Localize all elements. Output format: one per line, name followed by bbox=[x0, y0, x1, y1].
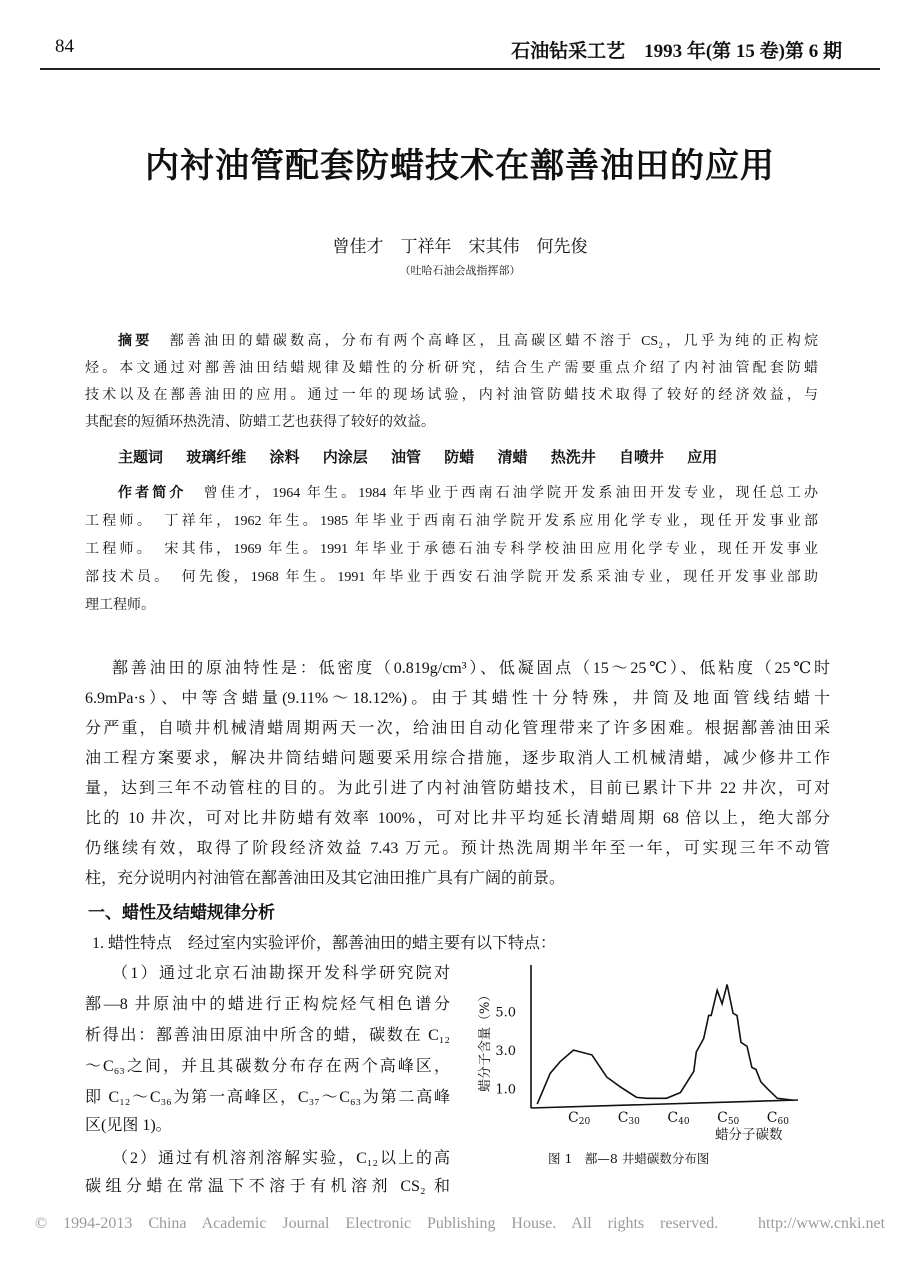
keyword: 油管 bbox=[391, 448, 422, 466]
keyword: 玻璃纤维 bbox=[186, 448, 247, 466]
abstract-line: 技术以及在鄯善油田的应用。通过一年的现场试验，内衬油管防蜡技术取得了较好的经济效益，与 bbox=[85, 388, 818, 403]
keyword: 自喷井 bbox=[619, 448, 665, 466]
x-tick-label: C20 bbox=[568, 1110, 591, 1127]
column-line: ～C₆₃之间，并且其碳数分布存在两个高峰区， bbox=[85, 1058, 450, 1075]
y-tick-label: 5.0 bbox=[495, 1005, 516, 1021]
keywords bbox=[118, 446, 735, 467]
x-tick-label: C50 bbox=[717, 1110, 740, 1127]
x-tick-label: C30 bbox=[617, 1110, 640, 1127]
column-line: 鄯—8 井原油中的蜡进行正构烷烃气相色谱分 bbox=[85, 996, 450, 1013]
bio-line: 曾佳才，1964 年生。1984 年毕业于西南石油学院开发系油田开发专业，现任总工办 bbox=[203, 486, 819, 501]
x-tick-label: C60 bbox=[766, 1110, 789, 1127]
figure-1-chart bbox=[465, 950, 835, 1175]
bio-line: 理工程师。 bbox=[85, 598, 155, 613]
abstract-line: 烃。本文通过对鄯善油田结蜡规律及蜡性的分析研究，结合生产需要重点介绍了内衬油管配套防蜡 bbox=[85, 361, 818, 376]
body-line: 分严重，自喷井机械清蜡周期两天一次，给油田自动化管理带来了许多困难。根据鄯善油田采 bbox=[85, 720, 830, 737]
body-line: 柱，充分说明内衬油管在鄯善油田及其它油田推广具有广阔的前景。 bbox=[85, 870, 566, 887]
keyword: 清蜡 bbox=[497, 448, 528, 466]
affiliation: （吐哈石油会战指挥部） bbox=[399, 265, 521, 277]
bio-line: 部技术员。 何先俊，1968 年生。1991 年毕业于西安石油学院开发系采油专业，现任开发事业部助 bbox=[85, 570, 818, 585]
abstract-label: 摘要 bbox=[118, 333, 153, 349]
body-line: 量，达到三年不动管柱的目的。为此引进了内衬油管防蜡技术，目前已累计下井 22 井次，可对 bbox=[85, 780, 830, 797]
abstract-line: 其配套的短循环热洗清、防蜡工艺也获得了较好的效益。 bbox=[85, 415, 435, 430]
authors: 曾佳才 丁祥年 宋其伟 何先俊 bbox=[332, 237, 588, 256]
bio-line: 工程师。 宋其伟，1969 年生。1991 年毕业于承德石油专科学校油田应用化学专业，现任开发事业 bbox=[85, 542, 818, 557]
y-tick-label: 1.0 bbox=[495, 1082, 516, 1098]
column-line: 碳组分蜡在常温下不溶于有机溶剂 CS₂ 和 bbox=[85, 1178, 450, 1195]
y-tick-label: 3.0 bbox=[495, 1044, 516, 1060]
figure-caption: 图 1 鄯—8 井蜡碳数分布图 bbox=[548, 1151, 710, 1166]
paper-title: 内衬油管配套防蜡技术在鄯善油田的应用 bbox=[145, 146, 775, 186]
body-line: 仍继续有效，取得了阶段经济效益 7.43 万元。预计热洗周期半年至一年，可实现三年不动管 bbox=[85, 840, 830, 857]
series-line bbox=[537, 985, 794, 1105]
subsection-label: 1. 蜡性特点 bbox=[92, 935, 173, 952]
body-line: 鄯善油田的原油特性是：低密度（0.819g/cm³）、低凝固点（15～25℃）、低粘度（25℃时 bbox=[112, 660, 830, 677]
column-line: （1）通过北京石油勘探开发科学研究院对 bbox=[112, 965, 450, 982]
keyword: 防蜡 bbox=[444, 448, 475, 466]
abstract-line: 鄯善油田的蜡碳数高，分布有两个高峰区，且高碳区蜡不溶于 CS₂，几乎为纯的正构烷 bbox=[169, 334, 819, 349]
column-line: 即 C₁₂～C₃₆为第一高峰区，C₃₇～C₆₃为第二高峰 bbox=[85, 1089, 450, 1106]
column-line: （2）通过有机溶剂溶解实验，C₁₂以上的高 bbox=[112, 1150, 450, 1167]
bio-line: 工程师。 丁祥年，1962 年生。1985 年毕业于西南石油学院开发系应用化学专业，现任开发事业部 bbox=[85, 514, 818, 529]
body-line: 油工程方案要求，解决井筒结蜡问题要采用综合措施，逐步取消人工机械清蜡，减少修井工作 bbox=[85, 750, 830, 767]
body-line: 比的 10 井次，可对比井防蜡有效率 100%，可对比井平均延长清蜡周期 68 倍以上，绝大部分 bbox=[85, 810, 830, 827]
copyright-footer: © 1994-2013 China Academic Journal Electronic Publishing House. All rights reserved. http://www.cnki.net bbox=[35, 1215, 885, 1232]
page-number: 84 bbox=[55, 36, 74, 57]
keyword: 热洗井 bbox=[550, 448, 596, 466]
journal-header: 石油钻采工艺 1993 年(第 15 卷)第 6 期 bbox=[511, 41, 842, 62]
x-tick-label: C40 bbox=[667, 1110, 690, 1127]
keyword: 内涂层 bbox=[322, 448, 368, 466]
y-axis-label: 蜡分子含量（%） bbox=[478, 988, 493, 1092]
column-line: 析得出：鄯善油田原油中所含的蜡，碳数在 C₁₂ bbox=[85, 1027, 450, 1044]
keyword: 应用 bbox=[687, 448, 718, 466]
header-rule bbox=[40, 68, 880, 70]
body-line: 6.9mPa·s）、中等含蜡量(9.11%～18.12%)。由于其蜡性十分特殊，井筒及地面管线结蜡十 bbox=[85, 690, 830, 707]
subsection-text: 经过室内实验评价，鄯善油田的蜡主要有以下特点： bbox=[188, 935, 557, 952]
x-axis-label: 蜡分子碳数 bbox=[715, 1127, 783, 1143]
column-line: 区(见图 1)。 bbox=[85, 1117, 172, 1134]
x-axis bbox=[531, 1100, 798, 1108]
section-heading: 一、蜡性及结蜡规律分析 bbox=[88, 903, 275, 923]
bio-label: 作者简介 bbox=[118, 485, 187, 501]
keywords-label: 主题词 bbox=[118, 448, 164, 466]
keyword: 涂料 bbox=[269, 448, 300, 466]
